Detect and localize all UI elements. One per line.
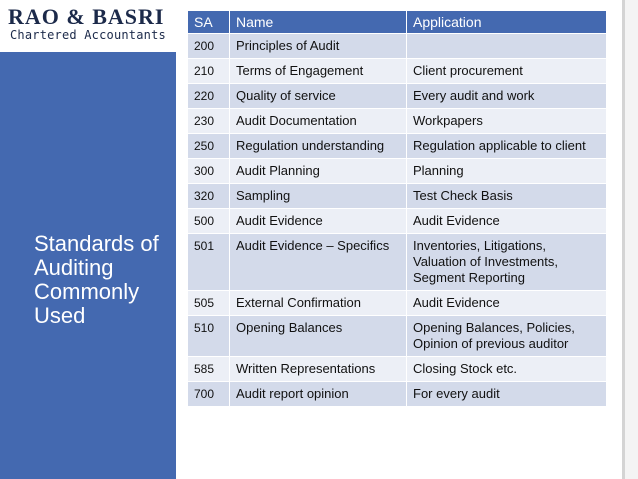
standard-application: Planning: [407, 159, 607, 184]
standard-name: External Confirmation: [230, 291, 407, 316]
sa-code: 501: [188, 234, 230, 291]
slide-title-line: Commonly: [34, 279, 140, 304]
standard-name: Audit Evidence: [230, 209, 407, 234]
table-row: [188, 291, 607, 316]
sa-code: 200: [188, 34, 230, 59]
slide-title: [34, 232, 174, 328]
standard-application: Every audit and work: [407, 84, 607, 109]
standard-name: Principles of Audit: [230, 34, 407, 59]
table-row: [188, 209, 607, 234]
standard-application: Client procurement: [407, 59, 607, 84]
standard-name: Audit Planning: [230, 159, 407, 184]
standard-name: Written Representations: [230, 357, 407, 382]
standard-application: Audit Evidence: [407, 291, 607, 316]
table-row: [188, 382, 607, 407]
table-row: [188, 184, 607, 209]
sa-code: 585: [188, 357, 230, 382]
slide-title-line: Auditing: [34, 255, 114, 280]
standard-application: Closing Stock etc.: [407, 357, 607, 382]
table-row: [188, 84, 607, 109]
table-row: [188, 109, 607, 134]
firm-logo-subtitle: Chartered Accountants: [10, 28, 166, 42]
slide-title-line: Used: [34, 303, 86, 328]
firm-logo: [0, 0, 186, 48]
table-row: [188, 59, 607, 84]
right-margin: [625, 0, 638, 479]
standard-application: Regulation applicable to client: [407, 134, 607, 159]
sa-code: 300: [188, 159, 230, 184]
header-sa: SA: [188, 11, 230, 34]
table-row: [188, 316, 607, 357]
standard-application: Opening Balances, Policies, Opinion of previous auditor: [407, 316, 607, 357]
table-row: [188, 134, 607, 159]
table-row: [188, 159, 607, 184]
standard-application: Inventories, Litigations, Valuation of Investments, Segment Reporting: [407, 234, 607, 291]
standard-name: Sampling: [230, 184, 407, 209]
sa-code: 250: [188, 134, 230, 159]
sa-code: 700: [188, 382, 230, 407]
header-application: Application: [407, 11, 607, 34]
standard-name: Regulation understanding: [230, 134, 407, 159]
standard-name: Terms of Engagement: [230, 59, 407, 84]
sa-code: 500: [188, 209, 230, 234]
standard-name: Audit report opinion: [230, 382, 407, 407]
table-row: [188, 34, 607, 59]
sa-code: 230: [188, 109, 230, 134]
standard-name: Opening Balances: [230, 316, 407, 357]
standard-name: Audit Documentation: [230, 109, 407, 134]
table-row: [188, 357, 607, 382]
sa-code: 510: [188, 316, 230, 357]
standards-table: [187, 10, 607, 407]
standard-application: [407, 34, 607, 59]
table-row: [188, 234, 607, 291]
standard-application: For every audit: [407, 382, 607, 407]
standard-name: Quality of service: [230, 84, 407, 109]
sa-code: 210: [188, 59, 230, 84]
table-header-row: [188, 11, 607, 34]
slide-title-line: Standards of: [34, 231, 159, 256]
standard-application: Test Check Basis: [407, 184, 607, 209]
standard-application: Audit Evidence: [407, 209, 607, 234]
standard-name: Audit Evidence – Specifics: [230, 234, 407, 291]
standard-application: Workpapers: [407, 109, 607, 134]
sa-code: 220: [188, 84, 230, 109]
side-title-panel: [0, 52, 176, 479]
firm-logo-title: RAO & BASRI: [8, 4, 165, 29]
header-name: Name: [230, 11, 407, 34]
sa-code: 505: [188, 291, 230, 316]
sa-code: 320: [188, 184, 230, 209]
